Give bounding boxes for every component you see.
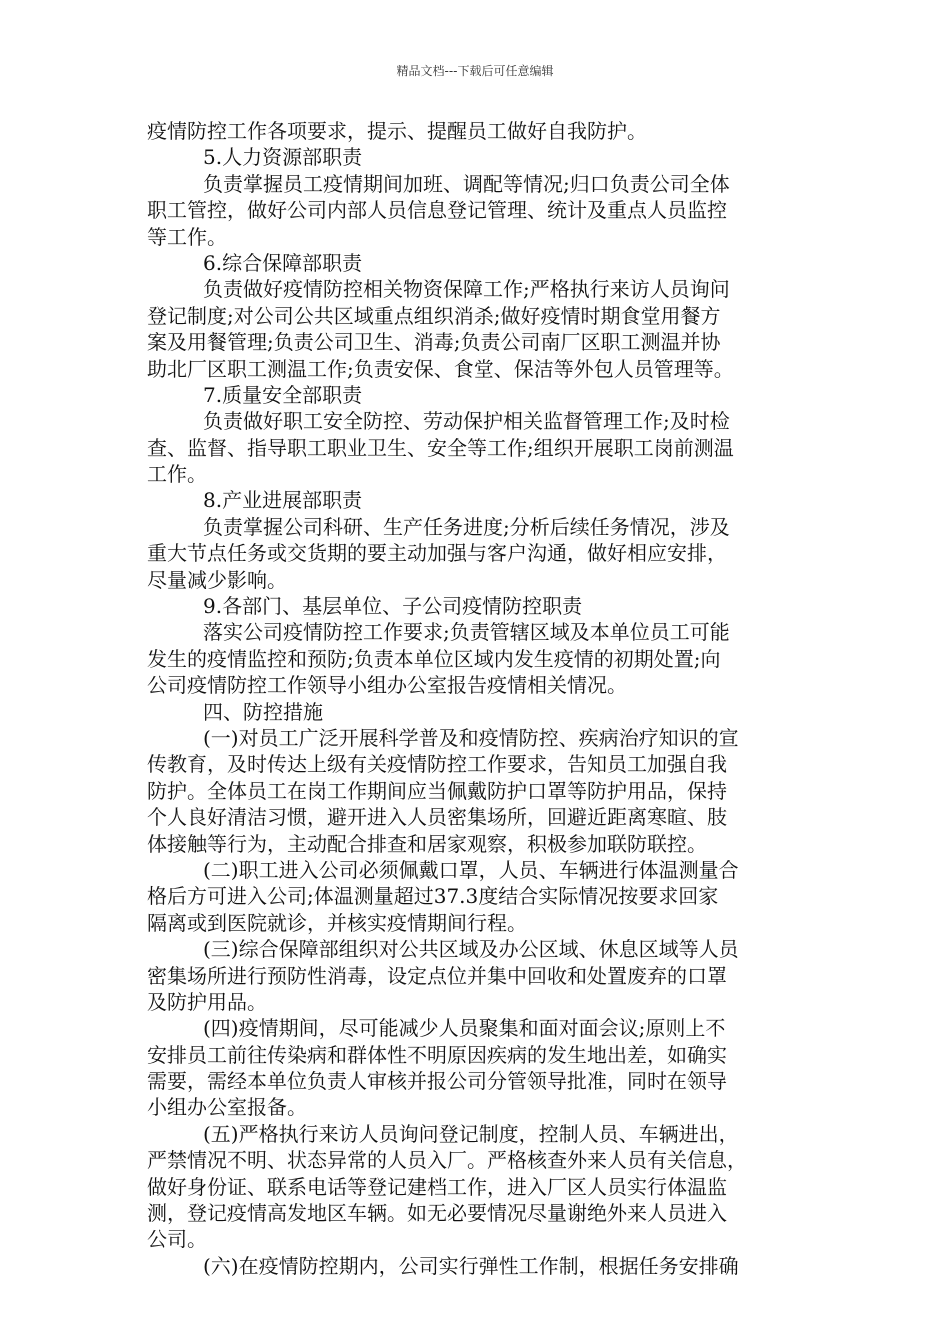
text-line: (一)对员工广泛开展科学普及和疫情防控、疾病治疗知识的宣 — [203, 725, 739, 750]
text-line: 个人良好清洁习惯，避开进入人员密集场所，回避近距离寒暄、肢 — [147, 805, 727, 830]
text-line: 9.各部门、基层单位、子公司疫情防控职责 — [203, 594, 583, 619]
text-line: 负责做好职工安全防控、劳动保护相关监督管理工作;及时检 — [203, 409, 730, 434]
text-line: 落实公司疫情防控工作要求;负责管辖区域及本单位员工可能 — [203, 620, 730, 645]
text-line: 测，登记疫情高发地区车辆。如无必要情况尽量谢绝外来人员进入 — [147, 1201, 727, 1226]
text-line: 体接触等行为，主动配合排查和居家观察，积极参加联防联控。 — [147, 831, 707, 856]
document-body — [147, 118, 807, 1279]
page-header: 精品文档---下载后可任意编辑 — [396, 64, 554, 78]
text-line: 公司。 — [147, 1227, 207, 1252]
text-line: 发生的疫情监控和预防;负责本单位区域内发生疫情的初期处置;向 — [147, 646, 721, 671]
text-line: 重大节点任务或交货期的要主动加强与客户沟通，做好相应安排， — [147, 541, 727, 566]
text-line: 查、监督、指导职工职业卫生、安全等工作;组织开展职工岗前测温 — [147, 435, 734, 460]
text-line: 负责做好疫情防控相关物资保障工作;严格执行来访人员询问 — [203, 277, 730, 302]
text-line: 负责掌握公司科研、生产任务进度;分析后续任务情况，涉及 — [203, 514, 730, 539]
text-line: 工作。 — [147, 462, 207, 487]
text-line: 5.人力资源部职责 — [203, 145, 363, 170]
text-line: 密集场所进行预防性消毒，设定点位并集中回收和处置废弃的口罩 — [147, 963, 727, 988]
text-line: 登记制度;对公司公共区域重点组织消杀;做好疫情时期食堂用餐方 — [147, 303, 721, 328]
text-line: 负责掌握员工疫情期间加班、调配等情况;归口负责公司全体 — [203, 171, 730, 196]
text-line: (五)严格执行来访人员询问登记制度，控制人员、车辆进出， — [203, 1121, 739, 1146]
text-line: (四)疫情期间，尽可能减少人员聚集和面对面会议;原则上不 — [203, 1016, 726, 1041]
text-line: 及防护用品。 — [147, 989, 267, 1014]
text-line: (六)在疫情防控期内，公司实行弹性工作制，根据任务安排确 — [203, 1253, 739, 1278]
text-line: 等工作。 — [147, 224, 227, 249]
text-line: 安排员工前往传染病和群体性不明原因疾病的发生地出差，如确实 — [147, 1042, 727, 1067]
text-line: (三)综合保障部组织对公共区域及办公区域、休息区域等人员 — [203, 937, 739, 962]
text-line: 防护。全体员工在岗工作期间应当佩戴防护口罩等防护用品，保持 — [147, 778, 727, 803]
text-line: 四、防控措施 — [203, 699, 323, 724]
text-line: 职工管控，做好公司内部人员信息登记管理、统计及重点人员监控 — [147, 198, 727, 223]
text-line: 尽量减少影响。 — [147, 567, 287, 592]
text-line: 做好身份证、联系电话等登记建档工作，进入厂区人员实行体温监 — [147, 1174, 727, 1199]
text-line: (二)职工进入公司必须佩戴口罩，人员、车辆进行体温测量合 — [203, 857, 739, 882]
text-line: 案及用餐管理;负责公司卫生、消毒;负责公司南厂区职工测温并协 — [147, 330, 721, 355]
text-line: 隔离或到医院就诊，并核实疫情期间行程。 — [147, 910, 527, 935]
text-line: 格后方可进入公司;体温测量超过37.3度结合实际情况按要求回家 — [147, 884, 719, 909]
text-line: 小组办公室报备。 — [147, 1095, 307, 1120]
text-line: 严禁情况不明、状态异常的人员入厂。严格核查外来人员有关信息， — [147, 1148, 747, 1173]
text-line: 需要，需经本单位负责人审核并报公司分管领导批准，同时在领导 — [147, 1069, 727, 1094]
text-line: 8.产业进展部职责 — [203, 488, 363, 513]
text-line: 助北厂区职工测温工作;负责安保、食堂、保洁等外包人员管理等。 — [147, 356, 734, 381]
text-line: 6.综合保障部职责 — [203, 250, 363, 275]
text-line: 传教育，及时传达上级有关疫情防控工作要求，告知员工加强自我 — [147, 752, 727, 777]
text-line: 7.质量安全部职责 — [203, 382, 363, 407]
text-line: 疫情防控工作各项要求，提示、提醒员工做好自我防护。 — [147, 119, 647, 143]
text-line: 公司疫情防控工作领导小组办公室报告疫情相关情况。 — [147, 673, 627, 698]
